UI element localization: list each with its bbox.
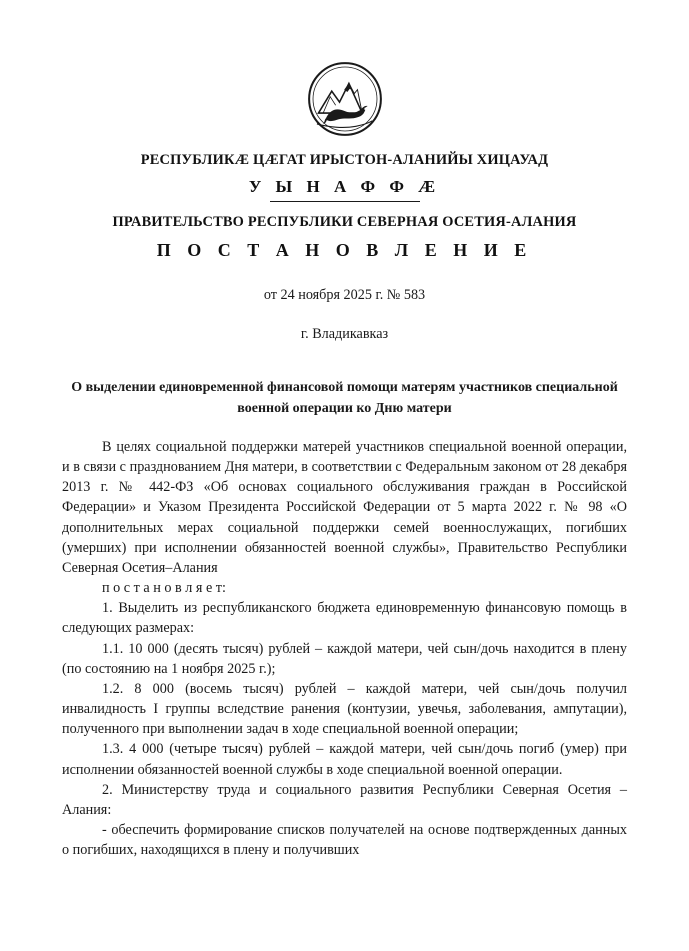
header-uynaffae: У Ы Н А Ф Ф Æ	[248, 177, 441, 196]
paragraph-item-2: 2. Министерству труда и социального развития Республики Северная Осетия – Алания:	[62, 781, 627, 818]
paragraph-item-1: 1. Выделить из республиканского бюджета единовременную финансовую помощь в следующих размерах:	[62, 600, 627, 637]
paragraph-item-1-3: 1.3. 4 000 (четыре тысяч) рублей – каждой матери, чей сын/дочь погиб (умер) при исполнении обязанностей военной службы в ходе специальной военной операции.	[62, 741, 627, 778]
paragraph-item-1-2: 1.2. 8 000 (восемь тысяч) рублей – каждой матери, чей сын/дочь получил инвалидность I группы вследствие ранения (контузии, увечья, заболевания, ампутации), полученного при выполнении задач в ходе специальной военной операции;	[62, 680, 627, 738]
document-title: О выделении единовременной финансовой помощи матерям участников специальной военной операции ко Дню матери	[71, 380, 618, 416]
document-city: г. Владикавказ	[300, 326, 389, 342]
paragraph-preamble: В целях социальной поддержки матерей участников специальной военной операции, и в связи с празднованием Дня матери, в соответствии с Федеральным законом от 28 декабря 2013 г. № 442-ФЗ «Об основах социального обслуживания граждан в Российской Федерации» и Указом Президента Российской Федерации от 5 марта 2022 г. № 98 «О дополнительных мерах социальной поддержки семей военнослужащих, погибших (умерших) при исполнении обязанностей военной службы», Правительство Республики Северная Осетия–Алания	[62, 439, 627, 576]
republic-emblem-icon	[306, 60, 384, 138]
page-bottom-fade	[0, 937, 689, 951]
paragraph-item-2-bullet: - обеспечить формирование списков получателей на основе подтвержденных данных о погибших, находящихся в плену и получивших	[62, 821, 627, 859]
paragraph-resolves: п о с т а н о в л я е т:	[102, 580, 226, 597]
document-body	[62, 437, 627, 860]
document-date: от 24 ноября 2025 г. № 583	[263, 287, 426, 303]
header-ossetian: РЕСПУБЛИКÆ ЦÆГАТ ИРЫСТОН-АЛАНИЙЫ ХИЦАУАД	[140, 152, 549, 168]
header-decree: П О С Т А Н О В Л Е Н И Е	[156, 240, 533, 260]
header-government: ПРАВИТЕЛЬСТВО РЕСПУБЛИКИ СЕВЕРНАЯ ОСЕТИЯ-АЛАНИЯ	[112, 214, 577, 230]
paragraph-item-1-1: 1.1. 10 000 (десять тысяч) рублей – каждой матери, чей сын/дочь находится в плену (по состоянию на 1 ноября 2025 г.);	[62, 640, 627, 677]
emblem-container	[62, 60, 627, 138]
header-divider	[270, 201, 420, 202]
